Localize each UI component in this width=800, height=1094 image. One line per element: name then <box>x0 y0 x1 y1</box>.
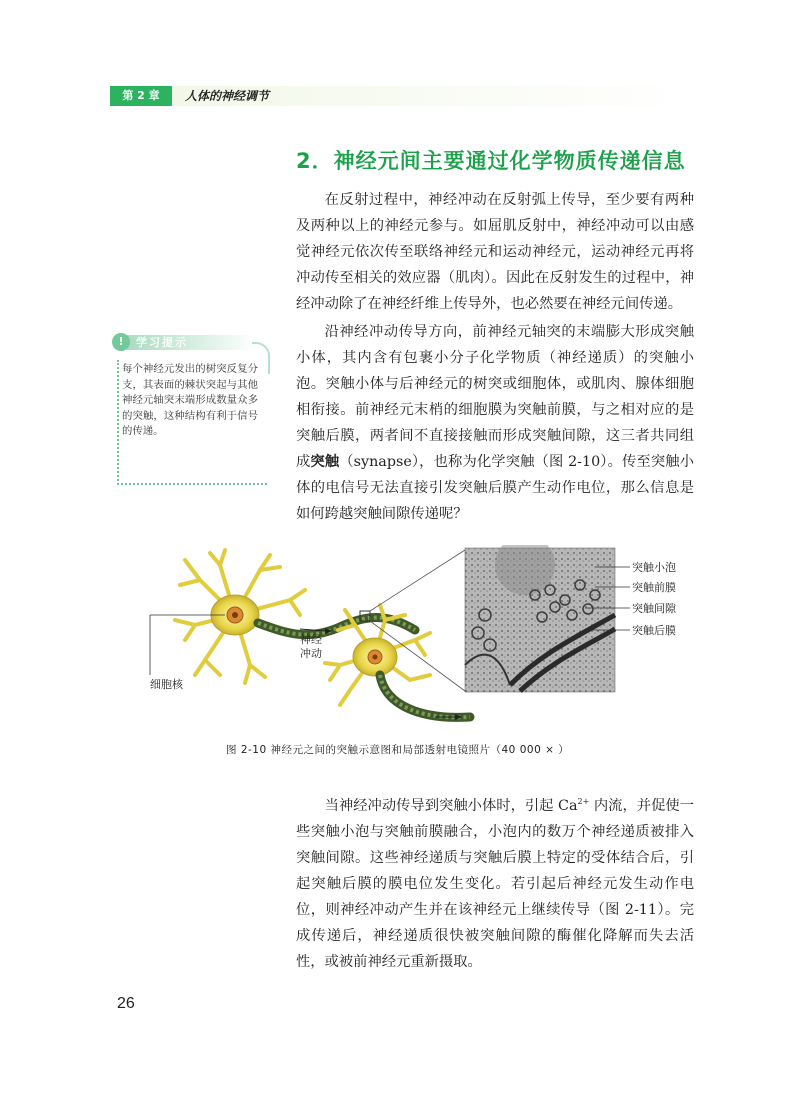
tip-heading: 学习提示 <box>136 336 188 349</box>
neuron-2-nucleolus <box>373 655 378 660</box>
paragraph-3-part-a: 当神经冲动传导到突触小体时，引起 Ca <box>324 798 578 814</box>
paragraph-2-part-b: （synapse），也称为化学突触（图 2-10）。传至突触小体的电信号无法直接引发突触后膜产生动作电位，那么信息是如何跨越突触间隙传递呢？ <box>296 454 694 522</box>
em-photo <box>465 545 615 692</box>
label-impulse-line2: 冲动 <box>300 647 322 660</box>
label-impulse-line1: 神经 <box>300 633 322 646</box>
paragraph-1: 在反射过程中，神经冲动在反射弧上传导，至少要有两种及两种以上的神经元参与。如屈肌反射中，神经冲动可以由感觉神经元依次传至联络神经元和运动神经元，运动神经元再将冲动传至相关的效应器（肌肉）。因此在反射发生的过程中，神经冲动除了在神经纤维上传导外，也必然要在神经元间传递。 <box>296 192 694 312</box>
tip-text: 每个神经元发出的树突反复分支，其表面的棘状突起与其他神经元轴突末端形成数量众多的突触，这种结构有利于信号的传递。 <box>122 363 258 437</box>
figure-caption: 图 2-10 神经元之间的突触示意图和局部透射电镜照片（40 000 × ） <box>226 744 570 756</box>
page-number: 26 <box>117 995 135 1012</box>
lightbulb-icon: ! <box>112 333 130 351</box>
paragraph-2-part-a: 沿神经冲动传导方向，前神经元轴突的末端膨大形成突触小体，其内含有包裹小分子化学物质（神经递质）的突触小泡。突触小体与后神经元的树突或细胞体，或肌肉、腺体细胞相衔接。前神经元末梢的细胞膜为突触前膜，与之相对应的是突触后膜，两者间不直接接触而形成突触间隙，这三者共同组成 <box>296 324 694 470</box>
label-presynaptic-membrane: 突触前膜 <box>632 581 676 594</box>
label-nucleus: 细胞核 <box>150 678 183 691</box>
section-title: 2．神经元间主要通过化学物质传递信息 <box>296 149 686 173</box>
paragraph-2 <box>296 319 694 527</box>
paragraph-3 <box>296 793 694 975</box>
label-postsynaptic-membrane: 突触后膜 <box>632 624 676 637</box>
label-synaptic-cleft: 突触间隙 <box>632 602 676 615</box>
synapse-figure <box>140 545 700 735</box>
chapter-title: 人体的神经调节 <box>185 89 270 103</box>
term-synapse: 突触 <box>310 454 340 470</box>
axon-2 <box>380 675 470 717</box>
synapse-diagram <box>140 545 700 735</box>
neuron-1-nucleolus <box>232 612 238 618</box>
paragraph-3-part-b: 内流，并促使一些突触小泡与突触前膜融合，小泡内的数万个神经递质被排入突触间隙。这些神经递质与突触后膜上特定的受体结合后，引起突触后膜的膜电位发生变化。若引起后神经元发生动作电位，则神经冲动产生并在该神经元上继续传导（图 2-11）。完成传递后，神经递质很快被突触间隙的酶催化降解而失去活性，或被前神经元重新摄取。 <box>296 798 694 970</box>
calcium-charge: 2+ <box>577 797 590 807</box>
label-synaptic-vesicle: 突触小泡 <box>632 561 676 574</box>
zoom-line-top <box>370 550 465 611</box>
chapter-tab: 第 2 章 <box>110 86 172 106</box>
